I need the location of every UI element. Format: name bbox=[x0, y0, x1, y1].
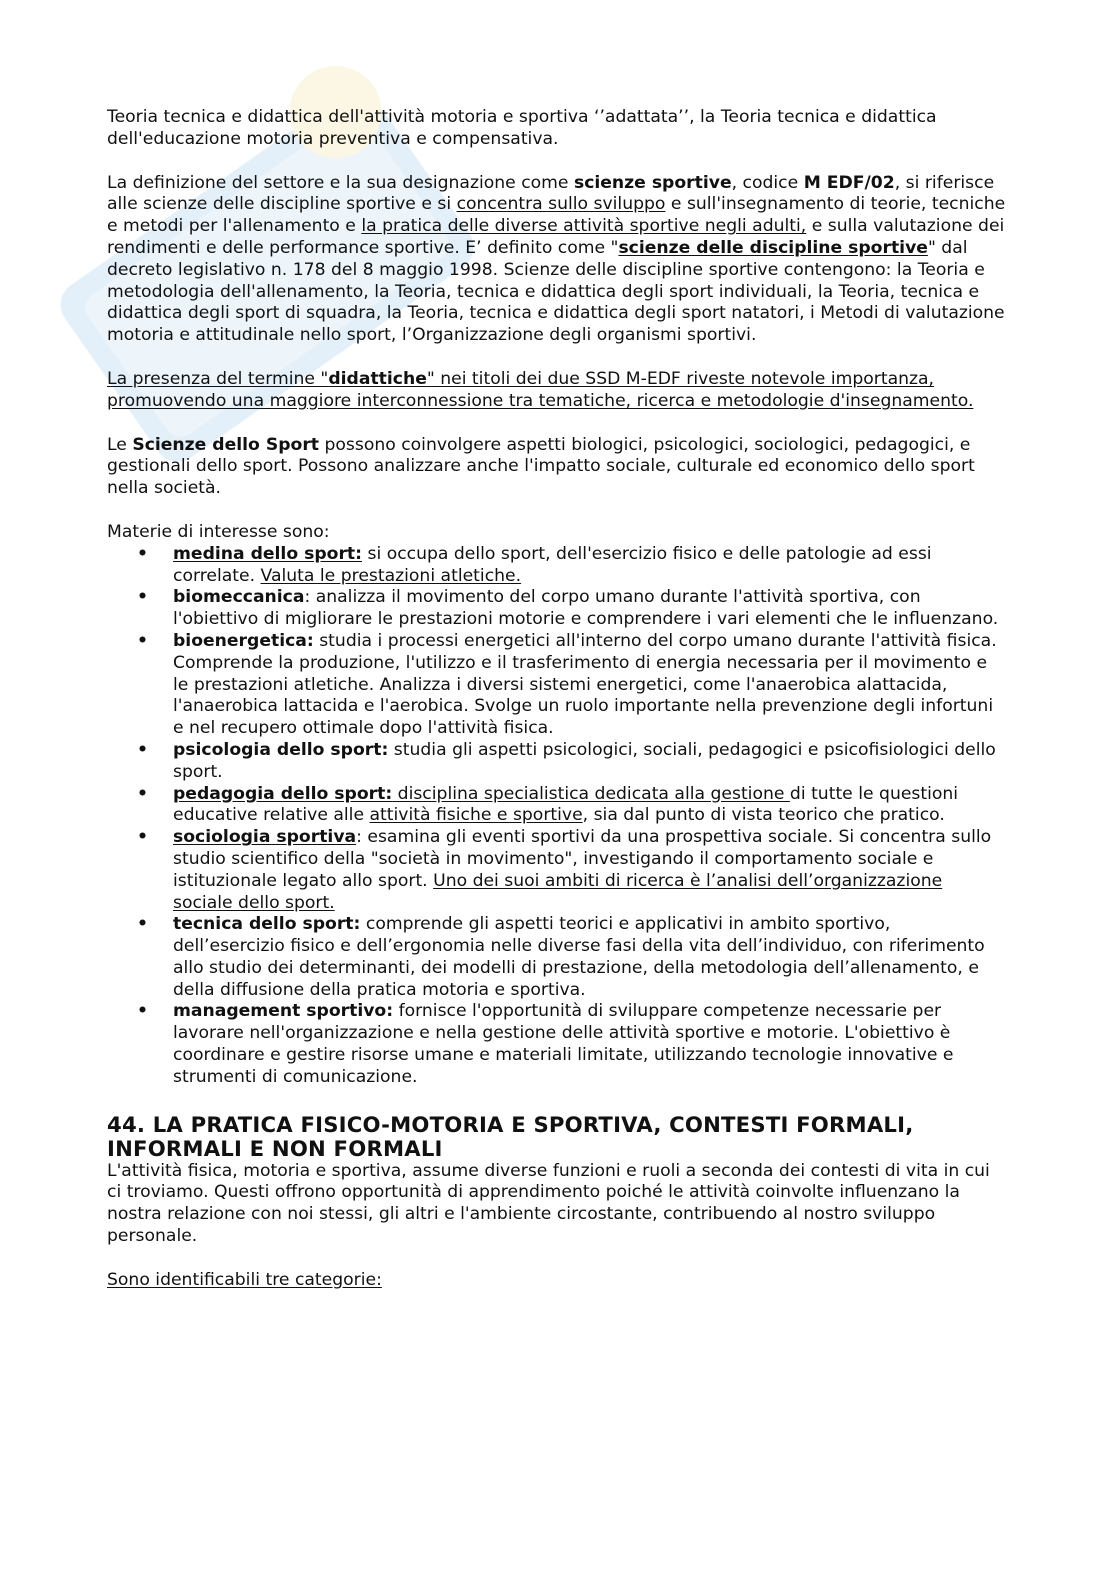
underlined-text: la pratica delle diverse attività sportive negli adulti, bbox=[361, 216, 807, 237]
list-item bbox=[107, 827, 1007, 914]
item-term: tecnica dello sport: bbox=[173, 914, 361, 935]
bullet-icon: • bbox=[137, 739, 148, 760]
bullet-icon: • bbox=[137, 630, 148, 651]
document-page bbox=[107, 107, 1007, 1292]
item-term: medina dello sport: bbox=[173, 543, 363, 564]
bold-underlined-term: scienze delle discipline sportive bbox=[618, 237, 928, 258]
text: , si riferisce alle scienze delle discipline sportive e si bbox=[107, 172, 995, 215]
text: di tutte le questioni educative relative alle bbox=[173, 783, 959, 826]
paragraph-attivita: L'attività fisica, motoria e sportiva, assume diverse funzioni e ruoli a seconda dei contesti di vita in cui ci troviamo. Questi offrono opportunità di apprendimento poiché le attività coinvolte influenzano la nostra relazione con noi stessi, gli altri e l'ambiente circostante, contribuendo al nostro sviluppo personale. bbox=[107, 1160, 990, 1247]
list-item bbox=[107, 784, 1007, 828]
text: studia i processi energetici all'interno del corpo umano durante l'attività fisica. Comprende la produzione, l'utilizzo e il trasferimento di energia necessaria per il movimento e le prestazioni atletiche. Analizza i diversi sistemi energetici, come l'anaerobica alattacida, l'anaerobica lattacida e l'aerobica. Svolge un ruolo importante nella prevenzione degli infortuni e nel recupero ottimale dopo l'attività fisica. bbox=[173, 630, 997, 739]
bullet-icon: • bbox=[137, 543, 148, 564]
item-term: pedagogia dello sport: bbox=[173, 783, 393, 804]
bullet-icon: • bbox=[137, 783, 148, 804]
list-item bbox=[107, 914, 1007, 1001]
text: e sulla valutazione dei rendimenti e delle performance sportive. E’ definito come " bbox=[107, 216, 1005, 258]
underlined-text: Valuta le prestazioni atletiche. bbox=[260, 565, 522, 586]
materie-list bbox=[107, 544, 1007, 1089]
paragraph-categorie bbox=[107, 1270, 1007, 1292]
text: Le bbox=[107, 434, 133, 455]
text: " dal decreto legislativo n. 178 del 8 maggio 1998. Scienze delle discipline sportive contengono: la Teoria e metodologia dell'allenamento, la Teoria, tecnica e didattica degli sport individuali, la Teoria, tecnica e didattica degli sport di squadra, la Teoria, tecnica e didattica degli sport natatori, i Metodi di valutazione motoria e attitudinale nello sport, l’Organizzazione degli organismi sportivi. bbox=[107, 237, 1005, 346]
item-term: bioenergetica: bbox=[173, 630, 314, 651]
list-item bbox=[107, 1001, 1007, 1088]
section-heading: 44. LA PRATICA FISICO-MOTORIA E SPORTIVA, CONTESTI FORMALI, INFORMALI E NON FORMALI bbox=[107, 1111, 914, 1161]
text: , codice bbox=[731, 172, 804, 193]
bold-term: scienze sportive bbox=[573, 172, 732, 193]
item-term: psicologia dello sport: bbox=[173, 739, 389, 760]
text: La definizione del settore e la sua designazione come bbox=[107, 172, 574, 193]
item-term: management sportivo: bbox=[173, 1001, 394, 1022]
text: e sull'insegnamento di teorie, tecniche e metodi per l'allenamento e bbox=[107, 194, 1006, 237]
text: comprende gli aspetti teorici e applicativi in ambito sportivo, dell’esercizio fisico e dell’ergonomia nelle diverse fasi della vita dell’individuo, con riferimento allo studio dei determinanti, dei modelli di prestazione, della metodologia dell’allenamento, e della diffusione della pratica motoria e sportiva. bbox=[173, 914, 985, 1000]
paragraph-didattiche bbox=[107, 369, 1007, 413]
text: La presenza del termine " bbox=[107, 368, 329, 389]
text: si occupa dello sport, dell'esercizio fisico e delle patologie ad essi correlate. bbox=[173, 543, 932, 586]
item-term: sociologia sportiva bbox=[173, 827, 357, 848]
item-term: biomeccanica bbox=[173, 587, 305, 608]
text: studia gli aspetti psicologici, sociali, pedagogici e psicofisiologici dello sport. bbox=[173, 739, 996, 782]
text: , sia dal punto di vista teorico che pratico. bbox=[582, 805, 945, 826]
list-item bbox=[107, 587, 1007, 631]
list-item bbox=[107, 544, 1007, 588]
underlined-text: concentra sullo sviluppo bbox=[456, 194, 666, 215]
underlined-text: Uno dei suoi ambiti di ricerca è l’analisi dell’organizzazione sociale dello sport. bbox=[173, 870, 943, 913]
bullet-icon: • bbox=[137, 914, 148, 935]
paragraph-settore bbox=[107, 173, 1007, 347]
materie-intro: Materie di interesse sono: bbox=[107, 521, 330, 542]
list-item bbox=[107, 740, 1007, 784]
list-item bbox=[107, 631, 1007, 740]
bullet-icon: • bbox=[137, 587, 148, 608]
text: " nei titoli dei due SSD M-EDF riveste notevole importanza, promuovendo una maggiore interconnessione tra tematiche, ricerca e metodologie d'insegnamento. bbox=[107, 368, 974, 411]
bullet-icon: • bbox=[137, 1001, 148, 1022]
bold-term: Scienze dello Sport bbox=[132, 434, 320, 455]
underlined-text: Sono identificabili tre categorie: bbox=[107, 1269, 382, 1290]
paragraph-scienze-sport bbox=[107, 435, 1007, 500]
paragraph-1: Teoria tecnica e didattica dell'attività motoria e sportiva ‘’adattata’’, la Teoria tecnica e didattica dell'educazione motoria preventiva e compensativa. bbox=[107, 107, 937, 149]
text: fornisce l'opportunità di sviluppare competenze necessarie per lavorare nell'organizzazione e nella gestione delle attività sportive e motorie. L'obiettivo è coordinare e gestire risorse umane e materiali limitate, utilizzando tecnologie innovative e strumenti di comunicazione. bbox=[173, 1001, 954, 1087]
bold-term: didattiche bbox=[328, 368, 427, 389]
text: : analizza il movimento del corpo umano durante l'attività sportiva, con l'obiettivo di migliorare le prestazioni motorie e comprendere i vari elementi che le influenzano. bbox=[173, 587, 999, 630]
underlined-text: attività fisiche e sportive bbox=[369, 805, 583, 826]
bold-code: M EDF/02 bbox=[803, 172, 895, 193]
text: : esamina gli eventi sportivi da una prospettiva sociale. Si concentra sullo studio scientifico della "società in movimento", investigando il comportamento sociale e istituzionale legato allo sport. bbox=[173, 827, 992, 891]
text: possono coinvolgere aspetti biologici, psicologici, sociologici, pedagogici, e gestionali dello sport. Possono analizzare anche l'impatto sociale, culturale ed economico dello sport nella società. bbox=[107, 434, 975, 499]
underlined-text: disciplina specialistica dedicata alla gestione bbox=[392, 783, 790, 804]
bullet-icon: • bbox=[137, 827, 148, 848]
